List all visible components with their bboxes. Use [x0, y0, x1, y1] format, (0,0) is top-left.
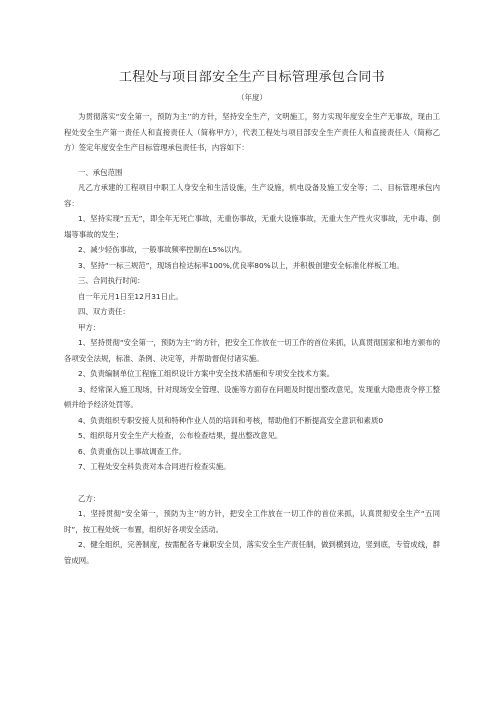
section3-body: 自一年元月1日至12月31日止。 — [78, 291, 183, 301]
section1-heading: 一、承包范围 — [78, 167, 123, 177]
party-a-item-7: 7、工程处安全科负责对本合同进行检查实施。 — [78, 462, 231, 471]
party-b-label: 乙方： — [78, 493, 101, 503]
party-a-item-5: 5、组织每月安全生产大检查，公布检查结果，提出整改意见。 — [78, 431, 283, 440]
section1-body: 凡乙方承建的工程项目中职工人身安全和生活设施，生产设施，机电设备及施工安全等；二、目标管理承包内容： — [64, 183, 440, 208]
party-a-item-3: 3、经常深入施工现场，针对现场安全管理、设施等方面存在问题及时提出整改意见，发现重大隐患责令停工整顿并给予经济处罚等。 — [64, 384, 440, 409]
document-title: 工程处与项目部安全生产目标管理承包合同书 — [118, 70, 385, 85]
party-a-item-4: 4、负责组织专职安接人员和特种作业人员的培训和考核，帮助他们不断提高安全意识和素质0 — [78, 415, 384, 425]
party-a-item-6: 6、负责重伤以上事故调查工作。 — [78, 446, 187, 456]
party-a-item-1: 1、坚持贯彻“安全第一，预防为主’’的方针，把安全工作放在一切工作的首位来抓，认真贯彻国家和地方颁布的各项安全法规，标准、条例、决定等，并帮助督促付诸实施。 — [64, 338, 440, 363]
intro-paragraph: 为贯彻落实“安全第一，预防为主’’的方针，坚持安全生产，文明施工，努力实现年度安全生产无事故，现由工程处安全生产第一责任人和直接责任人（简称甲方），代表工程处与项目部安全生产责任人和直接责任人（简称乙方）签定年度安全生产目标管理承包责任书，内容如下： — [64, 112, 440, 152]
document-subtitle: （年度） — [237, 93, 267, 102]
party-b-item-1: 1、坚持贯彻“安全第一，预防为主’’的方针，把安全工作放在一切工作的首位来抓，认真贯彻安全生产“五同时”，按工程处统一布置，组织好各项安全活动。 — [64, 509, 440, 534]
section3-heading: 三、合同执行时间： — [78, 276, 145, 285]
section4-heading: 四、双方责任： — [78, 307, 130, 316]
party-b-item-2: 2、健全组织，完善制度，按需配各专兼职安全员，落实安全生产责任制，做到横到边，竖到底，专管成线，群管成网。 — [64, 540, 440, 565]
party-a-label: 甲方： — [78, 322, 101, 332]
section2-item-2: 2、减少轻伤事故，一般事故频率控制在L5%以内。 — [78, 245, 247, 254]
section2-item-3: 3、坚持“一标三规范”，现场自检达标率100%,优良率80%以上，并积极创建安全标准化样板工地。 — [78, 260, 404, 270]
party-a-item-2: 2、负责编制单位工程施工组织设计方案中安全技术措施和专项安全技术方案。 — [78, 369, 334, 378]
section2-item-1: 1、坚持实现“五无”，即全年无死亡事故，无重伤事故，无重大设施事故，无重大生产性火灾事故，无中毒、倒塌等事故的发生； — [64, 214, 440, 239]
